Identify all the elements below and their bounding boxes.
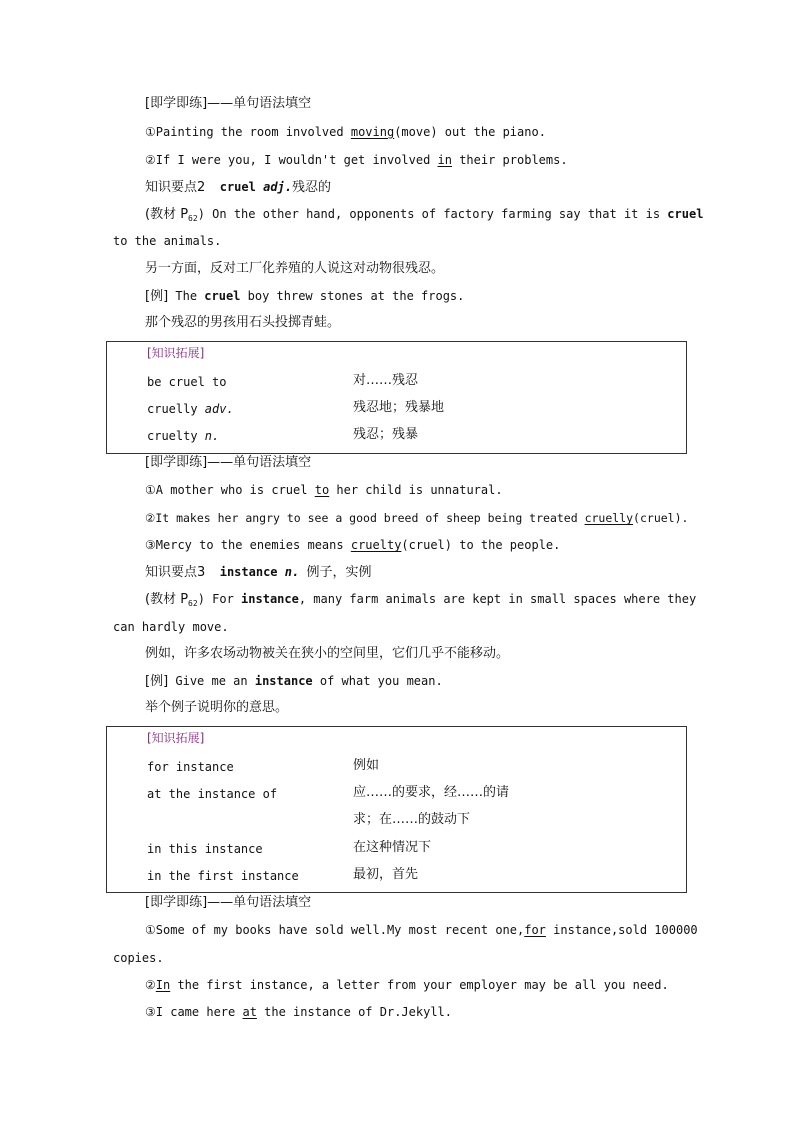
- practice-item-continued: copies.: [113, 951, 164, 965]
- item-text: (cruel).: [633, 511, 689, 525]
- example-keyword: instance: [254, 674, 313, 688]
- item-number: ②: [145, 511, 156, 525]
- box-title: [知识拓展]: [147, 346, 205, 360]
- item-number: ③: [145, 1005, 156, 1019]
- example-tag: [例]: [145, 289, 169, 304]
- practice-item: [145, 482, 503, 498]
- quote-translation: 例如，许多农场动物被关在狭小的空间里，它们几乎不能移动。: [145, 646, 510, 661]
- practice-item: [145, 124, 546, 140]
- example-text: Give me an: [168, 674, 255, 688]
- headword: instance: [219, 565, 278, 579]
- quote-text: For: [204, 592, 242, 606]
- example-translation: 举个例子说明你的意思。: [145, 700, 289, 715]
- example-sentence: [145, 288, 464, 305]
- knowledge-extension-box: [106, 726, 687, 893]
- quote-translation: 另一方面，反对工厂化养殖的人说这对动物很残忍。: [145, 261, 445, 276]
- item-text: the instance of Dr.Jekyll.: [256, 1005, 452, 1019]
- item-text: the first instance, a letter from your employer may be all you need.: [170, 978, 669, 992]
- textbook-page: 62: [188, 214, 198, 223]
- phrase-meaning: 对……残忍: [353, 373, 419, 388]
- item-text: Some of my books have sold well.My most recent one,: [155, 923, 525, 937]
- example-text: The: [168, 289, 205, 303]
- answer-blank: in: [437, 153, 452, 167]
- phrase-meaning: 残忍；残暴: [353, 427, 419, 442]
- knowledge-point-heading: [145, 564, 371, 581]
- headword-meaning: 残忍的: [292, 180, 332, 195]
- phrase: in this instance: [147, 842, 263, 856]
- practice-heading: [即学即练]——单句语法填空: [145, 96, 312, 111]
- knowledge-extension-box: [106, 341, 687, 454]
- answer-blank: for: [524, 923, 546, 937]
- part-of-speech: adj.: [263, 180, 292, 194]
- item-number: ①: [145, 923, 156, 937]
- answer-blank: to: [314, 483, 330, 497]
- item-text: their problems.: [451, 153, 568, 167]
- item-text: It makes her angry to see a good breed of sheep being treated: [155, 511, 585, 525]
- item-number: ②: [145, 978, 156, 992]
- phrase-meaning: 应……的要求，经……的请: [353, 785, 510, 800]
- practice-item: [145, 537, 560, 553]
- phrase: for instance: [147, 760, 234, 774]
- answer-blank: moving: [350, 125, 395, 139]
- item-text: (move) out the piano.: [394, 125, 546, 139]
- answer-blank: cruelly: [584, 511, 634, 525]
- quote-text-continued: to the animals.: [113, 234, 222, 248]
- textbook-quote: [145, 591, 696, 612]
- practice-item: [145, 510, 688, 526]
- item-text: her child is unnatural.: [329, 483, 503, 497]
- phrase-meaning: 在这种情况下: [353, 840, 432, 855]
- textbook-ref-close: ): [197, 207, 205, 221]
- item-text: I came here: [155, 1005, 243, 1019]
- phrase-meaning: 例如: [353, 758, 380, 773]
- headword: cruel: [219, 180, 256, 194]
- phrase: [147, 401, 234, 417]
- phrase-meaning-continued: 求；在……的鼓动下: [353, 812, 471, 827]
- practice-heading: [即学即练]——单句语法填空: [145, 895, 312, 910]
- box-title: [知识拓展]: [147, 731, 205, 745]
- item-text: Painting the room involved: [155, 125, 351, 139]
- phrase: [147, 428, 219, 444]
- textbook-ref: (教材 P: [145, 592, 189, 607]
- textbook-ref: (教材 P: [145, 207, 189, 222]
- example-text: boy threw stones at the frogs.: [240, 289, 465, 303]
- phrase: at the instance of: [147, 787, 278, 801]
- point-label: 知识要点3: [145, 565, 206, 580]
- practice-heading: [即学即练]——单句语法填空: [145, 455, 312, 470]
- answer-blank: at: [242, 1005, 257, 1019]
- example-sentence: [145, 673, 443, 690]
- item-text: (cruel) to the people.: [401, 538, 561, 552]
- item-number: ③: [145, 538, 156, 552]
- example-keyword: cruel: [204, 289, 241, 303]
- quote-text: , many farm animals are kept in small spaces where they: [298, 592, 697, 606]
- part-of-speech: n.: [284, 565, 300, 579]
- textbook-page: 62: [188, 599, 198, 608]
- item-number: ②: [145, 153, 156, 167]
- answer-blank: cruelty: [350, 538, 402, 552]
- quote-keyword: instance: [241, 592, 299, 606]
- phrase-word: cruelty: [147, 429, 205, 443]
- textbook-ref-close: ): [197, 592, 205, 606]
- phrase: be cruel to: [147, 375, 227, 389]
- quote-keyword: cruel: [667, 207, 704, 221]
- phrase-pos: adv.: [204, 402, 234, 416]
- headword-meaning: 例子，实例: [306, 565, 372, 580]
- item-number: ①: [145, 125, 156, 139]
- textbook-quote: [145, 206, 703, 227]
- phrase-meaning: 残忍地；残暴地: [353, 400, 445, 415]
- item-text: A mother who is cruel: [155, 483, 315, 497]
- phrase: in the first instance: [147, 869, 299, 883]
- phrase-meaning: 最初，首先: [353, 867, 419, 882]
- practice-item: [145, 1004, 452, 1020]
- point-label: 知识要点2: [145, 180, 206, 195]
- knowledge-point-heading: [145, 179, 331, 196]
- phrase-word: cruelly: [147, 402, 205, 416]
- example-tag: [例]: [145, 674, 169, 689]
- example-text: of what you mean.: [312, 674, 443, 688]
- item-text: Mercy to the enemies means: [155, 538, 351, 552]
- item-text: instance,sold 100000: [545, 923, 698, 937]
- item-text: If I were you, I wouldn't get involved: [155, 153, 438, 167]
- practice-item: [145, 977, 669, 993]
- phrase-pos: n.: [204, 429, 220, 443]
- quote-text-continued: can hardly move.: [113, 620, 229, 634]
- item-number: ①: [145, 483, 156, 497]
- quote-text: On the other hand, opponents of factory farming say that it is: [204, 207, 668, 221]
- practice-item: [145, 922, 698, 938]
- practice-item: [145, 152, 568, 168]
- answer-blank: In: [155, 978, 171, 992]
- example-translation: 那个残忍的男孩用石头投掷青蛙。: [145, 315, 341, 330]
